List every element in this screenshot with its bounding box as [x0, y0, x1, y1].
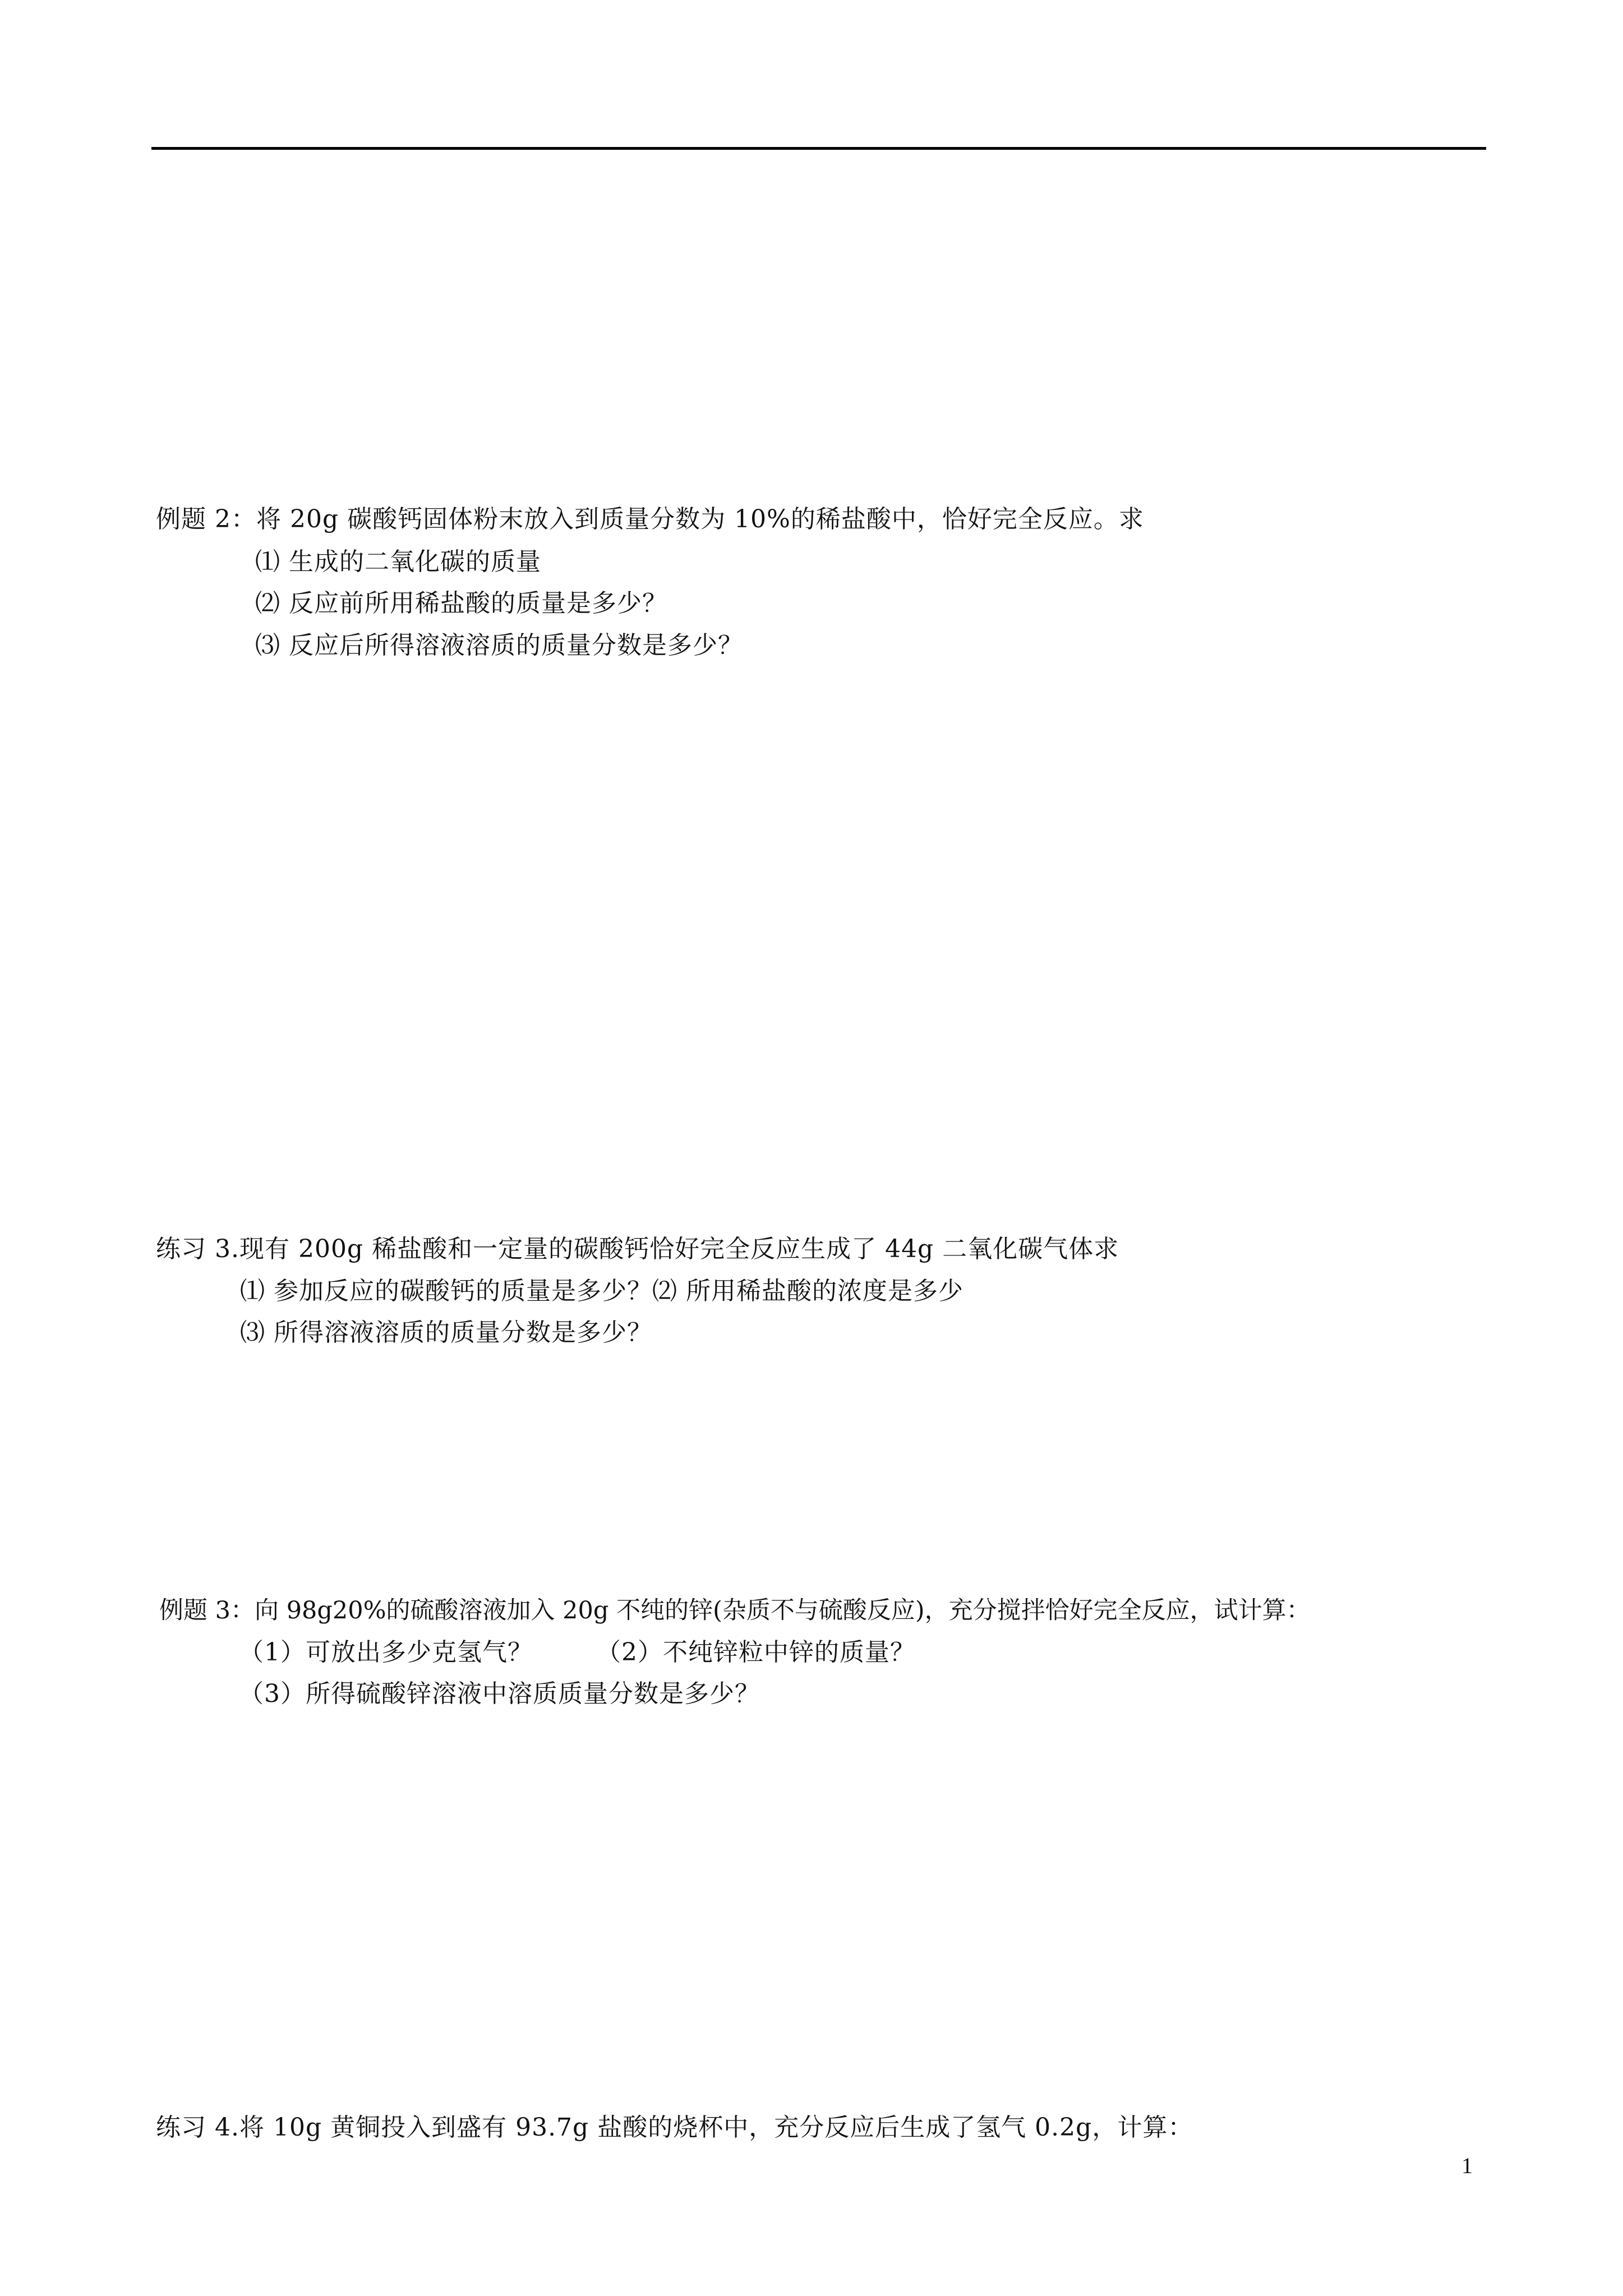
page-number: 1 [1461, 2153, 1473, 2178]
header-rule [151, 147, 1486, 150]
example3-heading: 例题 3：向 98g20%的硫酸溶液加入 20g 不纯的锌(杂质不与硫酸反应)，充分搅拌恰好完全反应，试计算： [159, 1596, 1311, 1625]
example2-question-3: ⑶ 反应后所得溶液溶质的质量分数是多少？ [255, 631, 743, 660]
exercise3-question-3: ⑶ 所得溶液溶质的质量分数是多少？ [240, 1318, 652, 1347]
example3-questions-1-2: （1）可放出多少克氢气？ （2）不纯锌粒中锌的质量？ [239, 1638, 915, 1667]
exercise3-questions-1-2: ⑴ 参加反应的碳酸钙的质量是多少？⑵ 所用稀盐酸的浓度是多少 [240, 1277, 963, 1305]
exercise4-heading: 练习 4.将 10g 黄铜投入到盛有 93.7g 盐酸的烧杯中，充分反应后生成了氢气 0.2g，计算： [156, 2113, 1193, 2142]
example3-question-3: （3）所得硫酸锌溶液中溶质质量分数是多少？ [239, 1680, 760, 1708]
example2-question-2: ⑵ 反应前所用稀盐酸的质量是多少？ [255, 589, 667, 618]
example2-heading: 例题 2：将 20g 碳酸钙固体粉末放入到质量分数为 10%的稀盐酸中，恰好完全反应。求 [156, 505, 1144, 533]
exercise3-heading: 练习 3.现有 200g 稀盐酸和一定量的碳酸钙恰好完全反应生成了 44g 二氧化碳气体求 [156, 1235, 1119, 1263]
example2-question-1: ⑴ 生成的二氧化碳的质量 [255, 547, 541, 576]
